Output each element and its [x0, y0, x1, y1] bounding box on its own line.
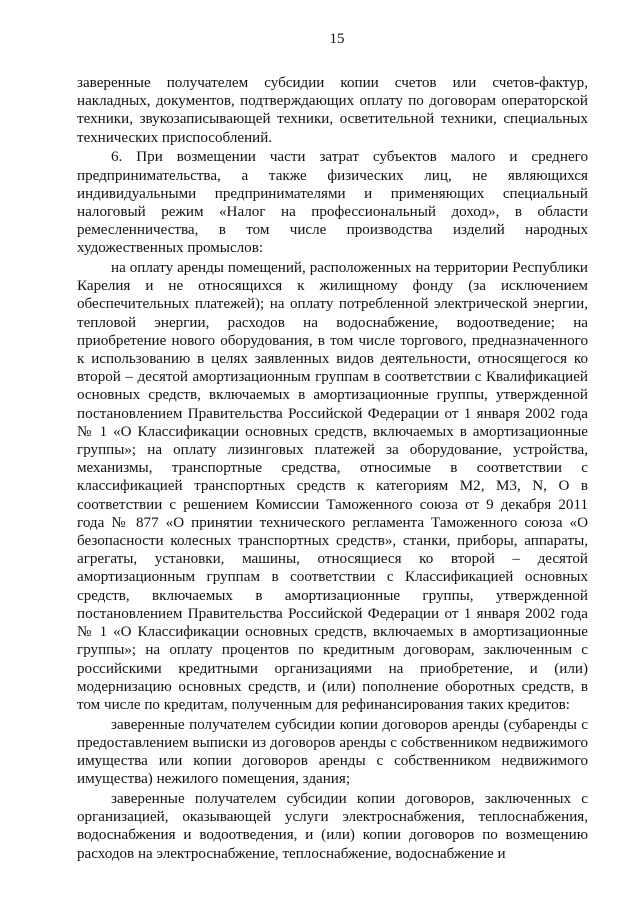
- page-number: 15: [329, 31, 345, 47]
- paragraph-lease-copies: заверенные получателем субсидии копии договоров аренды (субаренды с предоставлением выписки из договоров аренды с собственником недвижимого имущества или копии договоров аренды с собственником недвижимого имущества) нежилого помещения, здания;: [77, 716, 588, 788]
- paragraph-item-6: 6. При возмещении части затрат субъектов малого и среднего предпринимательства, а также физических лиц, не являющихся индивидуальными предпринимателями и применяющих специальный налоговый режим «Налог на профессиональный доход», в области ремесленничества, в том числе производства изделий народных художественных промыслов:: [77, 149, 588, 257]
- document-body: [77, 74, 588, 863]
- paragraph-invoices-continuation: заверенные получателем субсидии копии счетов или счетов-фактур, накладных, документов, подтверждающих оплату по договорам операторской техники, звукозаписывающей техники, осветительной техники, специальных технических приспособлений.: [77, 75, 588, 146]
- paragraph-expense-types: на оплату аренды помещений, расположенных на территории Республики Карелия и не относящихся к жилищному фонду (за исключением обеспечительных платежей); на оплату потребленной электрической энергии, тепловой энергии, расходов на водоснабжение, водоотведение; на приобретение нового оборудования, в том числе торгового, предназначенного к использованию в целях заявленных видов деятельности, относящегося ко второй – десятой амортизационным группам в соответствии с Квалификацией основных средств, включаемых в амортизационные группы, утвержденной постановлением Правительства Российской Федерации от 1 января 2002 года № 1 «О Классификации основных средств, включаемых в амортизационные группы»; на оплату лизинговых платежей за оборудование, устройства, механизмы, транспортные средства, относимые в соответствии с классификацией транспортных средств к категориям М2, М3, N, О в соответствии с решением Комиссии Таможенного союза от 9 декабря 2011 года № 877 «О принятии технического регламента Таможенного союза «О безопасности колесных транспортных средств», станки, приборы, аппараты, агрегаты, установки, машины, относящиеся ко второй – десятой амортизационным группам в соответствии с Классификацией основных средств, включаемых в амортизационные группы, утвержденной постановлением Правительства Российской Федерации от 1 января 2002 года № 1 «О Классификации основных средств, включаемых в амортизационные группы»; на оплату процентов по кредитным договорам, заключенным с российскими кредитными организациями на приобретение, и (или) модернизацию основных средств, и (или) пополнение оборотных средств, в том числе по кредитам, полученным для рефинансирования таких кредитов:: [77, 260, 588, 713]
- paragraph-utility-contracts: заверенные получателем субсидии копии договоров, заключенных с организацией, оказывающей услуги электроснабжения, теплоснабжения, водоснабжения и водоотведения, и (или) копии договоров по возмещению расходов на электроснабжение, теплоснабжение, водоснабжение и: [77, 790, 588, 862]
